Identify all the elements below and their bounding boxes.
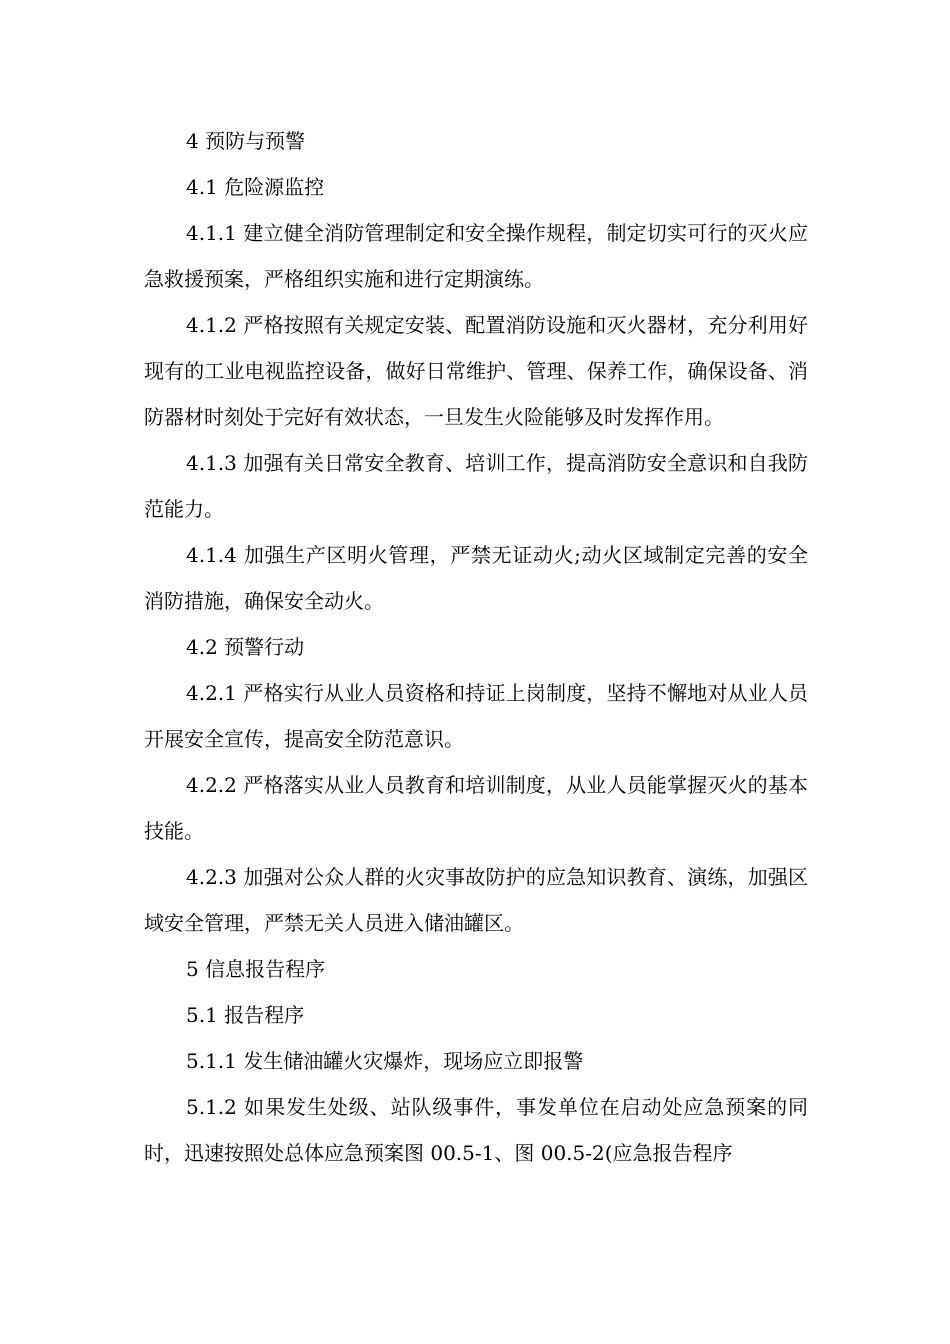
section-heading-5: 5 信息报告程序 bbox=[186, 957, 326, 981]
paragraph-4-1-2: 4.1.2 严格按照有关规定安装、配置消防设施和灭火器材，充分利用好现有的工业电视监控设备，做好日常维护、管理、保养工作，确保设备、消防器材时刻处于完好有效状态，一旦发生火险能够及时发挥作用。 bbox=[144, 313, 808, 429]
paragraph-4-1-4: 4.1.4 加强生产区明火管理，严禁无证动火;动火区域制定完善的安全消防措施，确保安全动火。 bbox=[144, 543, 808, 613]
document-body bbox=[144, 118, 808, 1176]
subsection-heading-4-1: 4.1 危险源监控 bbox=[186, 175, 325, 199]
paragraph-5-1-2: 5.1.2 如果发生处级、站队级事件，事发单位在启动处应急预案的同时，迅速按照处总体应急预案图 00.5-1、图 00.5-2(应急报告程序 bbox=[144, 1095, 808, 1165]
paragraph-4-1-3: 4.1.3 加强有关日常安全教育、培训工作，提高消防安全意识和自我防范能力。 bbox=[144, 451, 808, 521]
subsection-heading-4-2: 4.2 预警行动 bbox=[186, 635, 305, 659]
paragraph-4-2-2: 4.2.2 严格落实从业人员教育和培训制度，从业人员能掌握灭火的基本技能。 bbox=[144, 773, 808, 843]
subsection-heading-5-1: 5.1 报告程序 bbox=[186, 1003, 305, 1027]
paragraph-4-1-1: 4.1.1 建立健全消防管理制定和安全操作规程，制定切实可行的灭火应急救援预案，严格组织实施和进行定期演练。 bbox=[144, 221, 808, 291]
section-heading-4: 4 预防与预警 bbox=[186, 129, 306, 153]
paragraph-4-2-3: 4.2.3 加强对公众人群的火灾事故防护的应急知识教育、演练，加强区域安全管理，严禁无关人员进入储油罐区。 bbox=[144, 865, 808, 935]
paragraph-5-1-1: 5.1.1 发生储油罐火灾爆炸，现场应立即报警 bbox=[186, 1049, 584, 1073]
paragraph-4-2-1: 4.2.1 严格实行从业人员资格和持证上岗制度，坚持不懈地对从业人员开展安全宣传，提高安全防范意识。 bbox=[144, 681, 808, 751]
